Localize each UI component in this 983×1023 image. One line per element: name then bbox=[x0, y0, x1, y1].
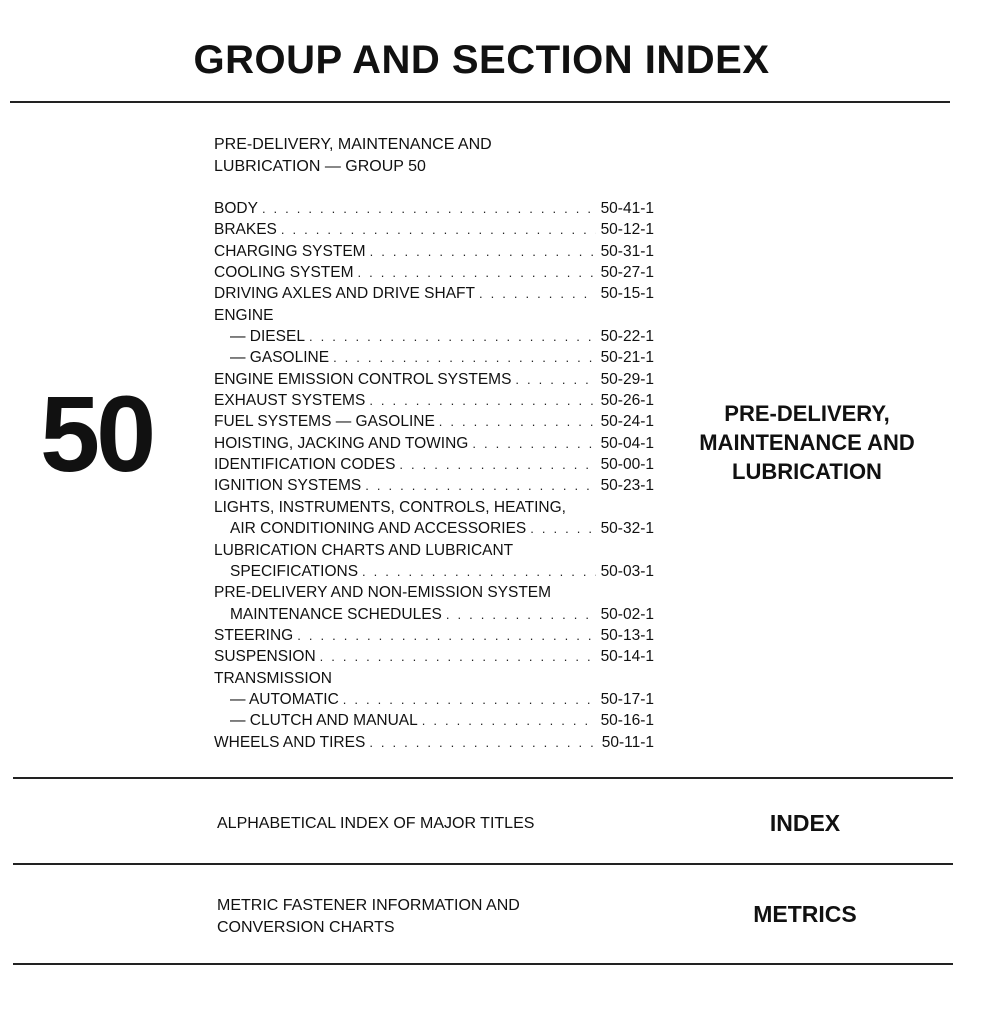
toc-entry-label: LUBRICATION CHARTS AND LUBRICANT bbox=[214, 541, 514, 559]
toc-entry-page: 50-03-1 bbox=[600, 562, 654, 580]
toc-entry-lights-line1 bbox=[214, 497, 654, 518]
metrics-tab-label[interactable]: METRICS bbox=[753, 901, 857, 927]
toc-entry-label: HOISTING, JACKING AND TOWING bbox=[214, 434, 469, 452]
toc-entry-label: WHEELS AND TIRES bbox=[214, 733, 366, 751]
toc-entry-label: — CLUTCH AND MANUAL bbox=[230, 712, 418, 730]
toc-entry-driving-axles[interactable] bbox=[214, 283, 654, 304]
toc-entry-label: EXHAUST SYSTEMS bbox=[214, 392, 366, 410]
group-tab-title-line: LUBRICATION bbox=[732, 459, 882, 484]
toc-entry-label: TRANSMISSION bbox=[214, 669, 332, 687]
toc-entry-label: ENGINE bbox=[214, 306, 274, 324]
toc-entry-page: 50-17-1 bbox=[600, 690, 654, 708]
toc-entry-engine-diesel[interactable] bbox=[214, 326, 654, 347]
toc-entry-label: CHARGING SYSTEM bbox=[214, 242, 366, 260]
index-section-text[interactable] bbox=[217, 813, 534, 835]
index-section-line: ALPHABETICAL INDEX OF MAJOR TITLES bbox=[217, 815, 535, 832]
toc-entry-label: DRIVING AXLES AND DRIVE SHAFT bbox=[214, 285, 475, 303]
dot-leader bbox=[479, 283, 596, 304]
toc-entry-page: 50-22-1 bbox=[600, 328, 654, 346]
group-heading bbox=[214, 134, 614, 178]
toc-entry-emission-control[interactable] bbox=[214, 369, 654, 390]
dot-leader bbox=[446, 604, 596, 625]
toc-entry-identification-codes[interactable] bbox=[214, 454, 654, 475]
toc-entry-label: AIR CONDITIONING AND ACCESSORIES bbox=[230, 520, 527, 538]
toc-entry-label: SPECIFICATIONS bbox=[230, 562, 359, 580]
toc-entry-page: 50-24-1 bbox=[600, 413, 654, 431]
dot-leader bbox=[472, 433, 596, 454]
divider-top bbox=[10, 101, 950, 103]
metrics-section-line: CONVERSION CHARTS bbox=[217, 919, 395, 936]
toc-entry-exhaust-systems[interactable] bbox=[214, 390, 654, 411]
toc-entry-page: 50-23-1 bbox=[600, 477, 654, 495]
toc-entry-label: MAINTENANCE SCHEDULES bbox=[230, 605, 442, 623]
toc-entry-lubrication-line1 bbox=[214, 540, 654, 561]
toc-entry-fuel-systems[interactable] bbox=[214, 411, 654, 432]
divider-bottom bbox=[13, 963, 953, 965]
group-heading-line: LUBRICATION — GROUP 50 bbox=[214, 158, 426, 175]
metrics-section-text[interactable] bbox=[217, 895, 520, 939]
toc-entry-pre-delivery-line1 bbox=[214, 582, 654, 603]
toc-entry-label: IDENTIFICATION CODES bbox=[214, 456, 396, 474]
toc-entry-transmission-manual[interactable] bbox=[214, 710, 654, 731]
group-heading-line: PRE-DELIVERY, MAINTENANCE AND bbox=[214, 136, 492, 153]
toc-entry-ignition-systems[interactable] bbox=[214, 475, 654, 496]
toc-entry-page: 50-27-1 bbox=[600, 264, 654, 282]
dot-leader bbox=[333, 347, 596, 368]
toc-entry-page: 50-14-1 bbox=[600, 648, 654, 666]
toc-entry-engine bbox=[214, 305, 654, 326]
dot-leader bbox=[281, 219, 596, 240]
toc-entry-wheels-and-tires[interactable] bbox=[214, 732, 654, 753]
toc-entry-suspension[interactable] bbox=[214, 646, 654, 667]
toc-entry-page: 50-29-1 bbox=[600, 370, 654, 388]
dot-leader bbox=[369, 390, 596, 411]
toc-entry-page: 50-16-1 bbox=[600, 712, 654, 730]
toc-entry-page: 50-11-1 bbox=[601, 733, 654, 751]
dot-leader bbox=[320, 646, 596, 667]
toc-entry-label: BODY bbox=[214, 200, 258, 217]
table-of-contents bbox=[214, 198, 654, 753]
dot-leader bbox=[358, 262, 596, 283]
dot-leader bbox=[370, 241, 596, 262]
toc-entry-label: COOLING SYSTEM bbox=[214, 264, 354, 282]
toc-entry-brakes[interactable] bbox=[214, 219, 654, 240]
toc-entry-label: LIGHTS, INSTRUMENTS, CONTROLS, HEATING, bbox=[214, 498, 566, 516]
dot-leader bbox=[439, 411, 596, 432]
toc-entry-page: 50-31-1 bbox=[600, 242, 654, 260]
toc-entry-label: IGNITION SYSTEMS bbox=[214, 477, 362, 495]
toc-entry-page: 50-13-1 bbox=[600, 626, 654, 644]
page-title: GROUP AND SECTION INDEX bbox=[193, 38, 770, 82]
dot-leader bbox=[262, 198, 596, 219]
divider-metrics-top bbox=[13, 863, 953, 865]
toc-entry-page: 50-02-1 bbox=[600, 605, 654, 623]
dot-leader bbox=[343, 689, 596, 710]
toc-entry-label: FUEL SYSTEMS — GASOLINE bbox=[214, 413, 435, 431]
toc-entry-label: — DIESEL bbox=[230, 328, 305, 346]
metrics-section-line: METRIC FASTENER INFORMATION AND bbox=[217, 897, 520, 914]
toc-entry-label: — AUTOMATIC bbox=[230, 690, 339, 708]
toc-entry-label: SUSPENSION bbox=[214, 648, 316, 666]
toc-entry-pre-delivery-line2[interactable] bbox=[214, 604, 654, 625]
toc-entry-label: STEERING bbox=[214, 626, 294, 644]
index-tab-label[interactable]: INDEX bbox=[769, 810, 841, 836]
toc-entry-steering[interactable] bbox=[214, 625, 654, 646]
toc-entry-page: 50-12-1 bbox=[600, 221, 654, 239]
dot-leader bbox=[530, 518, 596, 539]
group-number: 50 bbox=[40, 373, 153, 494]
toc-entry-hoisting[interactable] bbox=[214, 433, 654, 454]
dot-leader bbox=[362, 561, 596, 582]
toc-entry-page: 50-26-1 bbox=[600, 392, 654, 410]
toc-entry-cooling-system[interactable] bbox=[214, 262, 654, 283]
dot-leader bbox=[515, 369, 596, 390]
toc-entry-label: BRAKES bbox=[214, 221, 277, 239]
dot-leader bbox=[369, 732, 596, 753]
toc-entry-page: 50-41-1 bbox=[600, 200, 654, 217]
toc-entry-page: 50-21-1 bbox=[600, 349, 654, 367]
toc-entry-label: ENGINE EMISSION CONTROL SYSTEMS bbox=[214, 370, 512, 388]
divider-index-top bbox=[13, 777, 953, 779]
dot-leader bbox=[422, 710, 596, 731]
toc-entry-label: PRE-DELIVERY AND NON-EMISSION SYSTEM bbox=[214, 584, 552, 602]
toc-entry-page: 50-00-1 bbox=[600, 456, 654, 474]
dot-leader bbox=[365, 475, 596, 496]
dot-leader bbox=[297, 625, 596, 646]
toc-entry-page: 50-15-1 bbox=[600, 285, 654, 303]
dot-leader bbox=[399, 454, 596, 475]
toc-entry-charging-system[interactable] bbox=[214, 241, 654, 262]
toc-entry-label: — GASOLINE bbox=[230, 349, 330, 367]
toc-entry-lights-line2[interactable] bbox=[214, 518, 654, 539]
toc-entry-transmission-automatic[interactable] bbox=[214, 689, 654, 710]
toc-entry-page: 50-04-1 bbox=[600, 434, 654, 452]
dot-leader bbox=[309, 326, 596, 347]
group-tab-title bbox=[672, 399, 942, 486]
toc-entry-lubrication-line2[interactable] bbox=[214, 561, 654, 582]
toc-entry-page: 50-32-1 bbox=[600, 520, 654, 538]
group-tab-title-line: PRE-DELIVERY, bbox=[724, 401, 890, 426]
toc-entry-body[interactable] bbox=[214, 198, 654, 219]
group-tab-title-line: MAINTENANCE AND bbox=[699, 430, 915, 455]
toc-entry-engine-gasoline[interactable] bbox=[214, 347, 654, 368]
toc-entry-transmission bbox=[214, 668, 654, 689]
